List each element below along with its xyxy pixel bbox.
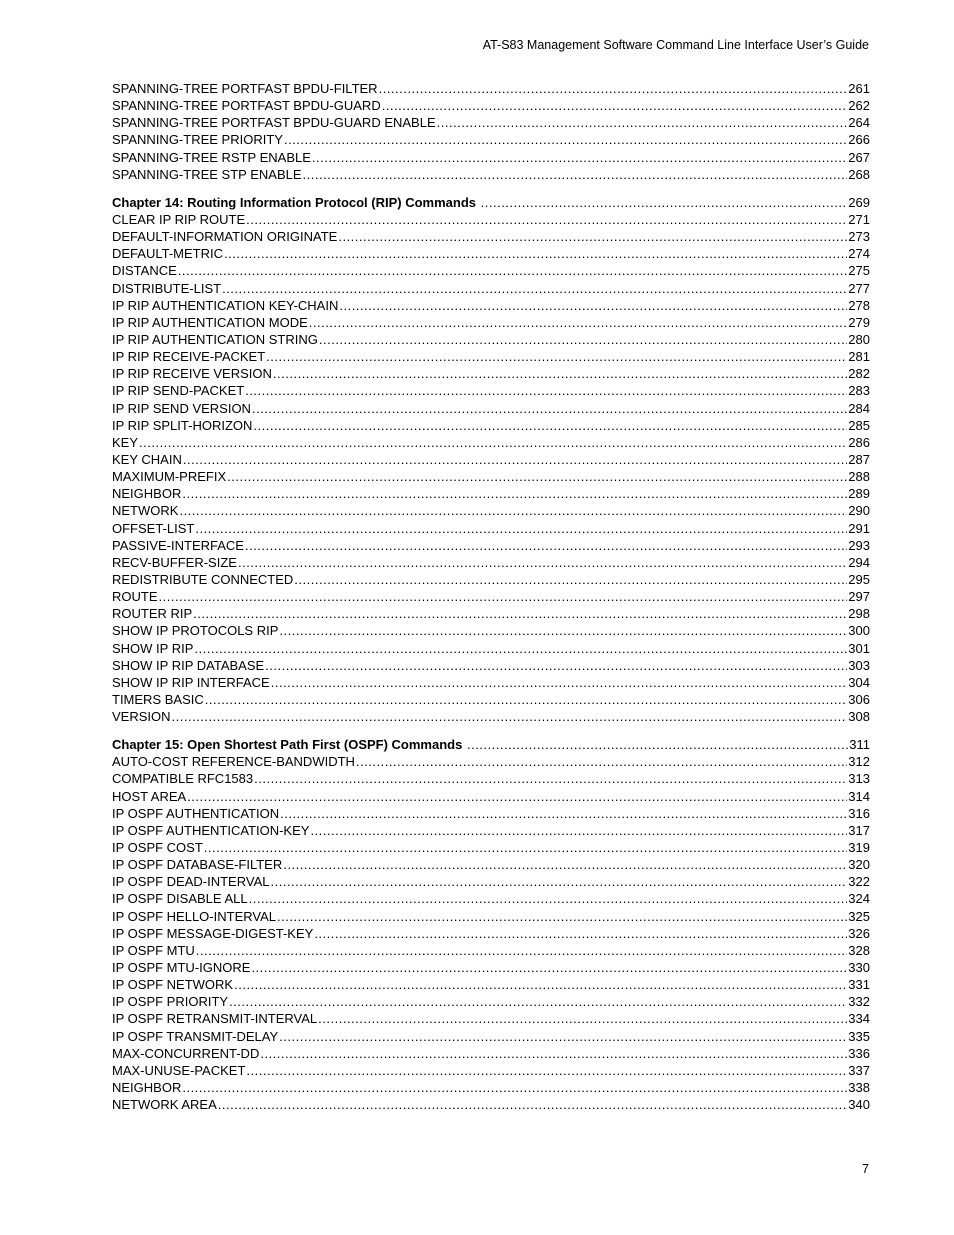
toc-entry[interactable] <box>112 890 870 907</box>
entry-title: NEIGHBOR <box>112 1080 182 1096</box>
entry-page-number: 273 <box>848 229 870 245</box>
entry-page-number: 336 <box>848 1045 870 1061</box>
entry-title: CLEAR IP RIP ROUTE <box>112 211 246 227</box>
entry-page-number: 295 <box>848 571 870 587</box>
entry-page-number: 275 <box>848 263 870 279</box>
entry-page-number: 331 <box>848 977 870 993</box>
dot-leader <box>314 925 847 942</box>
dot-leader <box>182 485 847 502</box>
toc-entry[interactable] <box>112 770 870 787</box>
entry-title: IP RIP SEND VERSION <box>112 400 251 416</box>
entry-title: IP OSPF NETWORK <box>112 977 234 993</box>
entry-page-number: 284 <box>848 400 870 416</box>
dot-leader <box>294 571 847 588</box>
dot-leader <box>139 434 847 451</box>
entry-title: IP OSPF DEAD-INTERVAL <box>112 874 270 890</box>
dot-leader <box>178 262 848 279</box>
toc-entry[interactable] <box>112 245 870 262</box>
chapter-title: Chapter 15: Open Shortest Path First (OSPF) Commands <box>112 737 463 753</box>
table-of-contents <box>112 80 870 1124</box>
entry-page-number: 294 <box>848 554 870 570</box>
dot-leader <box>283 856 847 873</box>
toc-entry[interactable] <box>112 365 870 382</box>
entry-title: KEY <box>112 434 139 450</box>
dot-leader <box>205 691 848 708</box>
dot-leader <box>182 1079 847 1096</box>
entry-page-number: 303 <box>848 657 870 673</box>
running-header: AT-S83 Management Software Command Line Interface User’s Guide <box>482 38 869 52</box>
dot-leader <box>254 770 847 787</box>
toc-entry[interactable] <box>112 959 870 976</box>
toc-chapter-entry[interactable] <box>112 194 870 211</box>
dot-leader <box>246 211 847 228</box>
toc-entry[interactable] <box>112 1079 870 1096</box>
entry-title: SHOW IP RIP <box>112 640 194 656</box>
entry-page-number: 279 <box>848 314 870 330</box>
dot-leader <box>183 451 847 468</box>
entry-title: IP OSPF DISABLE ALL <box>112 891 248 907</box>
entry-title: IP OSPF AUTHENTICATION-KEY <box>112 822 310 838</box>
entry-page-number: 335 <box>848 1028 870 1044</box>
dot-leader <box>218 1096 848 1113</box>
toc-entry[interactable] <box>112 942 870 959</box>
toc-entry[interactable] <box>112 708 870 725</box>
toc-entry[interactable] <box>112 976 870 993</box>
entry-page-number: 312 <box>848 754 870 770</box>
toc-entry[interactable] <box>112 993 870 1010</box>
toc-entry[interactable] <box>112 788 870 805</box>
entry-page-number: 289 <box>848 486 870 502</box>
entry-title: IP OSPF RETRANSMIT-INTERVAL <box>112 1011 318 1027</box>
entry-page-number: 274 <box>848 246 870 262</box>
dot-leader <box>253 417 847 434</box>
entry-title: NETWORK <box>112 503 179 519</box>
entry-title: MAX-UNUSE-PACKET <box>112 1062 246 1078</box>
entry-title: DEFAULT-INFORMATION ORIGINATE <box>112 229 338 245</box>
entry-page-number: 267 <box>848 149 870 165</box>
entry-page-number: 317 <box>848 822 870 838</box>
page-number: 7 <box>862 1162 869 1176</box>
dot-leader <box>195 520 847 537</box>
toc-entry[interactable] <box>112 588 870 605</box>
entry-title: DISTANCE <box>112 263 177 279</box>
toc-entry[interactable] <box>112 554 870 571</box>
dot-leader <box>319 331 847 348</box>
entry-page-number: 340 <box>848 1097 870 1113</box>
toc-entry[interactable] <box>112 1096 870 1113</box>
entry-page-number: 278 <box>848 297 870 313</box>
dot-leader <box>193 605 847 622</box>
toc-entry[interactable] <box>112 839 870 856</box>
toc-entry[interactable] <box>112 753 870 770</box>
toc-entry[interactable] <box>112 451 870 468</box>
entry-title: SHOW IP RIP DATABASE <box>112 657 265 673</box>
entry-title: IP RIP RECEIVE-PACKET <box>112 349 266 365</box>
entry-page-number: 326 <box>848 925 870 941</box>
toc-entry[interactable] <box>112 382 870 399</box>
entry-page-number: 285 <box>848 417 870 433</box>
toc-entry[interactable] <box>112 131 870 148</box>
entry-title: RECV-BUFFER-SIZE <box>112 554 237 570</box>
entry-page-number: 316 <box>848 805 870 821</box>
dot-leader <box>277 908 847 925</box>
entry-title: KEY CHAIN <box>112 451 182 467</box>
entry-title: REDISTRIBUTE CONNECTED <box>112 571 294 587</box>
entry-page-number: 337 <box>848 1062 870 1078</box>
entry-title: OFFSET-LIST <box>112 520 195 536</box>
dot-leader <box>309 314 848 331</box>
toc-entry[interactable] <box>112 97 870 114</box>
dot-leader <box>265 657 847 674</box>
toc-entry[interactable] <box>112 873 870 890</box>
entry-title: IP OSPF MESSAGE-DIGEST-KEY <box>112 925 314 941</box>
dot-leader <box>246 1062 847 1079</box>
dot-leader <box>204 839 848 856</box>
toc-entry[interactable] <box>112 297 870 314</box>
entry-page-number: 332 <box>848 994 870 1010</box>
entry-title: IP RIP RECEIVE VERSION <box>112 366 272 382</box>
entry-page-number: 264 <box>848 115 870 131</box>
entry-page-number: 281 <box>848 349 870 365</box>
dot-leader <box>194 640 847 657</box>
toc-entry[interactable] <box>112 520 870 537</box>
entry-page-number: 286 <box>848 434 870 450</box>
entry-title: ROUTE <box>112 589 158 605</box>
dot-leader <box>303 166 848 183</box>
entry-title: SPANNING-TREE RSTP ENABLE <box>112 149 311 165</box>
dot-leader <box>260 1045 847 1062</box>
dot-leader <box>249 890 848 907</box>
entry-title: IP RIP AUTHENTICATION MODE <box>112 314 308 330</box>
toc-entry[interactable] <box>112 571 870 588</box>
entry-title: ROUTER RIP <box>112 606 193 622</box>
entry-title: AUTO-COST REFERENCE-BANDWIDTH <box>112 754 355 770</box>
entry-title: IP OSPF HELLO-INTERVAL <box>112 908 276 924</box>
dot-leader <box>437 114 848 131</box>
dot-leader <box>227 468 847 485</box>
toc-entry[interactable] <box>112 822 870 839</box>
dot-leader <box>280 805 847 822</box>
entry-title: MAXIMUM-PREFIX <box>112 469 227 485</box>
entry-title: SPANNING-TREE PORTFAST BPDU-FILTER <box>112 81 378 96</box>
dot-leader <box>467 736 848 753</box>
dot-leader <box>382 97 848 114</box>
entry-title: HOST AREA <box>112 788 187 804</box>
toc-entry[interactable] <box>112 657 870 674</box>
entry-page-number: 304 <box>848 674 870 690</box>
entry-page-number: 330 <box>848 960 870 976</box>
entry-title: SPANNING-TREE STP ENABLE <box>112 166 302 182</box>
dot-leader <box>234 976 847 993</box>
entry-title: IP OSPF DATABASE-FILTER <box>112 857 283 873</box>
toc-entry[interactable] <box>112 331 870 348</box>
entry-page-number: 328 <box>848 942 870 958</box>
entry-page-number: 287 <box>848 451 870 467</box>
entry-page-number: 314 <box>848 788 870 804</box>
entry-page-number: 268 <box>848 166 870 182</box>
toc-entry[interactable] <box>112 1010 870 1027</box>
dot-leader <box>159 588 848 605</box>
dot-leader <box>481 194 848 211</box>
entry-page-number: 293 <box>848 537 870 553</box>
toc-entry[interactable] <box>112 502 870 519</box>
entry-page-number: 261 <box>848 81 870 96</box>
entry-page-number: 262 <box>848 98 870 114</box>
toc-section <box>112 194 870 725</box>
dot-leader <box>339 297 847 314</box>
toc-entry[interactable] <box>112 485 870 502</box>
entry-page-number: 280 <box>848 331 870 347</box>
entry-page-number: 277 <box>848 280 870 296</box>
dot-leader <box>312 149 847 166</box>
entry-page-number: 338 <box>848 1080 870 1096</box>
entry-page-number: 282 <box>848 366 870 382</box>
toc-entry[interactable] <box>112 805 870 822</box>
toc-entry[interactable] <box>112 417 870 434</box>
entry-title: SPANNING-TREE PRIORITY <box>112 132 283 148</box>
entry-title: SHOW IP RIP INTERFACE <box>112 674 270 690</box>
toc-entry[interactable] <box>112 691 870 708</box>
entry-page-number: 324 <box>848 891 870 907</box>
toc-section <box>112 80 870 183</box>
dot-leader <box>245 537 847 554</box>
dot-leader <box>187 788 847 805</box>
chapter-title: Chapter 14: Routing Information Protocol (RIP) Commands <box>112 194 477 210</box>
entry-page-number: 334 <box>848 1011 870 1027</box>
toc-entry[interactable] <box>112 622 870 639</box>
entry-title: DEFAULT-METRIC <box>112 246 223 262</box>
toc-entry[interactable] <box>112 400 870 417</box>
entry-title: SHOW IP PROTOCOLS RIP <box>112 623 279 639</box>
entry-title: IP OSPF MTU-IGNORE <box>112 960 251 976</box>
dot-leader <box>245 382 847 399</box>
toc-entry[interactable] <box>112 674 870 691</box>
toc-entry[interactable] <box>112 605 870 622</box>
toc-entry[interactable] <box>112 1045 870 1062</box>
toc-entry[interactable] <box>112 1028 870 1045</box>
dot-leader <box>338 228 847 245</box>
entry-page-number: 313 <box>848 771 870 787</box>
entry-title: IP RIP SEND-PACKET <box>112 383 245 399</box>
dot-leader <box>271 674 848 691</box>
entry-page-number: 308 <box>848 709 870 725</box>
entry-page-number: 283 <box>848 383 870 399</box>
toc-entry[interactable] <box>112 228 870 245</box>
entry-title: IP OSPF MTU <box>112 942 195 958</box>
dot-leader <box>318 1010 847 1027</box>
dot-leader <box>238 554 847 571</box>
entry-title: NETWORK AREA <box>112 1097 217 1113</box>
entry-page-number: 291 <box>848 520 870 536</box>
toc-entry[interactable] <box>112 280 870 297</box>
entry-title: IP OSPF COST <box>112 840 203 856</box>
toc-entry[interactable] <box>112 314 870 331</box>
entry-title: IP RIP SPLIT-HORIZON <box>112 417 253 433</box>
entry-title: VERSION <box>112 709 171 725</box>
entry-title: SPANNING-TREE PORTFAST BPDU-GUARD <box>112 98 381 114</box>
entry-page-number: 269 <box>848 194 870 210</box>
toc-entry[interactable] <box>112 1062 870 1079</box>
toc-entry[interactable] <box>112 149 870 166</box>
entry-page-number: 322 <box>848 874 870 890</box>
dot-leader <box>179 502 847 519</box>
entry-title: COMPATIBLE RFC1583 <box>112 771 254 787</box>
entry-page-number: 325 <box>848 908 870 924</box>
toc-entry[interactable] <box>112 80 870 97</box>
entry-page-number: 311 <box>849 737 870 753</box>
entry-page-number: 297 <box>848 589 870 605</box>
toc-entry[interactable] <box>112 908 870 925</box>
entry-title: TIMERS BASIC <box>112 691 204 707</box>
dot-leader <box>279 622 847 639</box>
entry-title: NEIGHBOR <box>112 486 182 502</box>
dot-leader <box>172 708 848 725</box>
toc-entry[interactable] <box>112 114 870 131</box>
dot-leader <box>196 942 847 959</box>
dot-leader <box>356 753 847 770</box>
dot-leader <box>266 348 847 365</box>
entry-page-number: 266 <box>848 132 870 148</box>
dot-leader <box>251 959 847 976</box>
entry-title: MAX-CONCURRENT-DD <box>112 1045 260 1061</box>
dot-leader <box>252 400 847 417</box>
dot-leader <box>379 80 848 97</box>
dot-leader <box>279 1028 847 1045</box>
entry-page-number: 298 <box>848 606 870 622</box>
entry-page-number: 301 <box>848 640 870 656</box>
toc-section <box>112 736 870 1113</box>
toc-entry[interactable] <box>112 925 870 942</box>
entry-title: IP OSPF AUTHENTICATION <box>112 805 280 821</box>
dot-leader <box>273 365 847 382</box>
dot-leader <box>271 873 848 890</box>
toc-entry[interactable] <box>112 348 870 365</box>
dot-leader <box>229 993 847 1010</box>
dot-leader <box>224 245 847 262</box>
dot-leader <box>310 822 847 839</box>
toc-entry[interactable] <box>112 211 870 228</box>
toc-entry[interactable] <box>112 166 870 183</box>
entry-page-number: 320 <box>848 857 870 873</box>
entry-title: PASSIVE-INTERFACE <box>112 537 244 553</box>
toc-entry[interactable] <box>112 262 870 279</box>
entry-title: DISTRIBUTE-LIST <box>112 280 222 296</box>
entry-page-number: 319 <box>848 840 870 856</box>
entry-title: IP RIP AUTHENTICATION KEY-CHAIN <box>112 297 339 313</box>
toc-entry[interactable] <box>112 434 870 451</box>
entry-title: IP RIP AUTHENTICATION STRING <box>112 331 318 347</box>
entry-title: IP OSPF PRIORITY <box>112 994 229 1010</box>
entry-page-number: 271 <box>848 211 870 227</box>
toc-entry[interactable] <box>112 640 870 657</box>
toc-entry[interactable] <box>112 468 870 485</box>
entry-page-number: 306 <box>848 691 870 707</box>
dot-leader <box>222 280 847 297</box>
toc-entry[interactable] <box>112 537 870 554</box>
entry-page-number: 300 <box>848 623 870 639</box>
entry-title: IP OSPF TRANSMIT-DELAY <box>112 1028 279 1044</box>
toc-entry[interactable] <box>112 856 870 873</box>
dot-leader <box>284 131 847 148</box>
entry-title: SPANNING-TREE PORTFAST BPDU-GUARD ENABLE <box>112 115 436 131</box>
entry-page-number: 288 <box>848 469 870 485</box>
toc-chapter-entry[interactable] <box>112 736 870 753</box>
entry-page-number: 290 <box>848 503 870 519</box>
